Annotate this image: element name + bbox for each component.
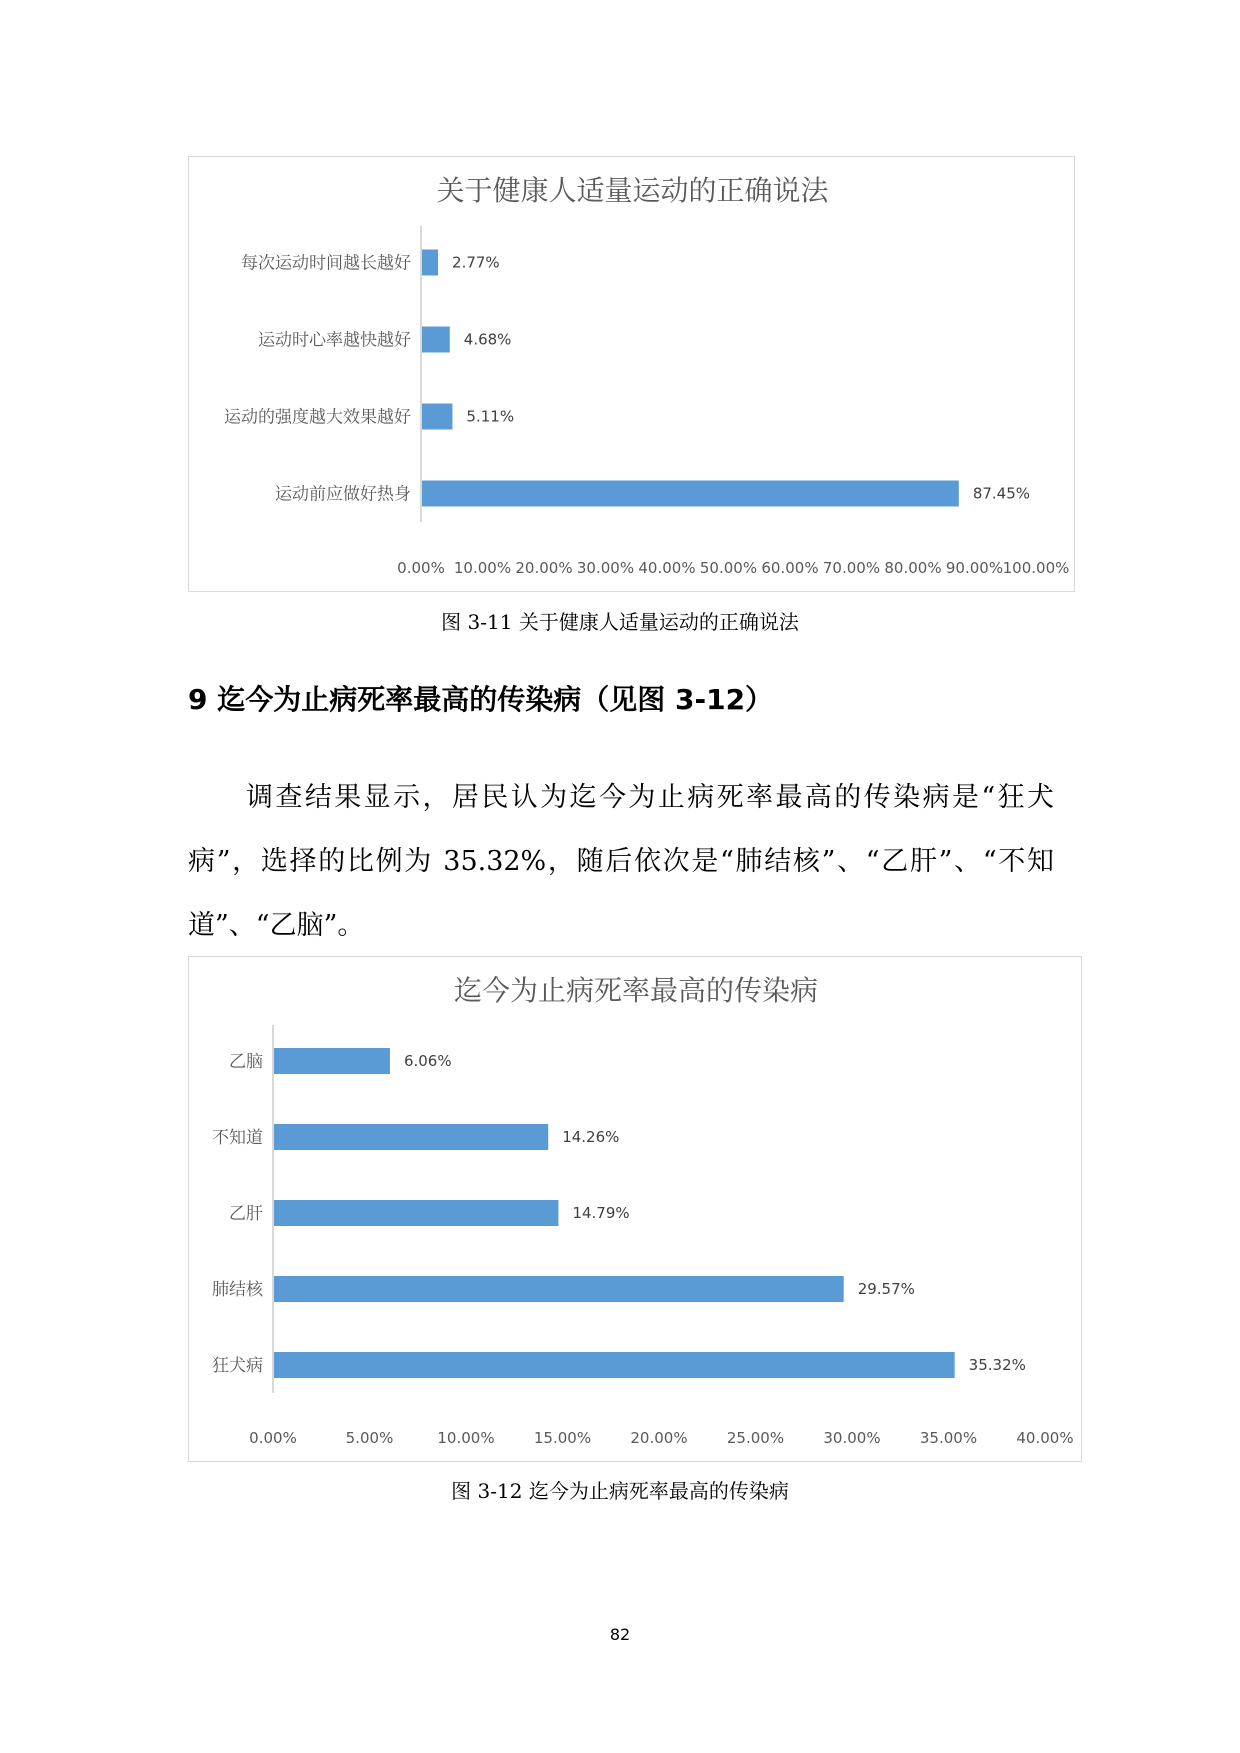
bar xyxy=(422,481,959,507)
tick-label: 20.00% xyxy=(515,559,573,577)
chart-healthy-exercise xyxy=(188,156,1075,592)
data-label: 29.57% xyxy=(857,1280,915,1298)
tick-label: 40.00% xyxy=(1016,1429,1074,1447)
tick-label: 90.00% xyxy=(945,559,1004,577)
bar xyxy=(274,1352,955,1378)
tick-label: 30.00% xyxy=(823,1429,881,1447)
tick-label: 10.00% xyxy=(453,559,512,577)
data-label: 87.45% xyxy=(972,484,1031,503)
category-label: 肺结核 xyxy=(212,1280,263,1300)
bar xyxy=(422,404,452,430)
category-label: 每次运动时间越长越好 xyxy=(241,253,411,274)
tick-label: 60.00% xyxy=(761,559,819,577)
chart-title: 关于健康人适量运动的正确说法 xyxy=(436,174,829,207)
category-label: 不知道 xyxy=(212,1128,263,1148)
category-label: 运动时心率越快越好 xyxy=(258,330,411,351)
data-label: 35.32% xyxy=(968,1356,1026,1374)
tick-label: 20.00% xyxy=(630,1429,688,1447)
tick-label: 100.00% xyxy=(1002,559,1070,577)
category-label: 狂犬病 xyxy=(212,1356,263,1376)
tick-label: 35.00% xyxy=(919,1429,978,1447)
bar xyxy=(274,1200,558,1226)
tick-label: 15.00% xyxy=(533,1429,592,1447)
chart-healthy-exercise-svg xyxy=(189,157,1076,593)
tick-label: 50.00% xyxy=(699,559,758,577)
bar xyxy=(274,1048,390,1074)
tick-label: 10.00% xyxy=(437,1429,495,1447)
figure-caption-3-12: 图 3-12 迄今为止病死率最高的传染病 xyxy=(451,1479,789,1503)
chart-title: 迄今为止病死率最高的传染病 xyxy=(453,974,819,1007)
tick-label: 0.00% xyxy=(249,1429,297,1447)
bar xyxy=(274,1276,844,1302)
data-label: 14.26% xyxy=(562,1128,620,1146)
data-label: 2.77% xyxy=(452,253,500,272)
tick-label: 0.00% xyxy=(397,559,445,577)
bar xyxy=(422,250,438,276)
data-label: 4.68% xyxy=(463,330,512,349)
bar xyxy=(274,1124,548,1150)
tick-label: 80.00% xyxy=(884,559,942,577)
tick-label: 25.00% xyxy=(726,1429,785,1447)
tick-label: 40.00% xyxy=(638,559,696,577)
tick-label: 70.00% xyxy=(822,559,881,577)
chart-infectious-disease-svg xyxy=(189,957,1083,1463)
tick-label: 5.00% xyxy=(345,1429,394,1447)
bar xyxy=(422,327,450,353)
data-label: 14.79% xyxy=(572,1204,630,1222)
category-label: 乙肝 xyxy=(229,1204,263,1224)
category-label: 运动前应做好热身 xyxy=(275,484,411,505)
data-label: 6.06% xyxy=(403,1052,452,1070)
category-label: 运动的强度越大效果越好 xyxy=(224,407,411,428)
body-paragraph: 调查结果显示，居民认为迄今为止病死率最高的传染病是“狂犬病”，选择的比例为 35.32%，随后依次是“肺结核”、“乙肝”、“不知道”、“乙脑”。 xyxy=(188,782,1054,941)
tick-label: 30.00% xyxy=(576,559,635,577)
data-label: 5.11% xyxy=(466,407,515,426)
chart-infectious-disease xyxy=(188,956,1082,1462)
figure-caption-3-11: 图 3-11 关于健康人适量运动的正确说法 xyxy=(441,610,799,634)
category-label: 乙脑 xyxy=(229,1052,263,1072)
section-heading: 9 迄今为止病死率最高的传染病（见图 3-12） xyxy=(188,683,774,716)
page-number: 82 xyxy=(609,1625,631,1644)
